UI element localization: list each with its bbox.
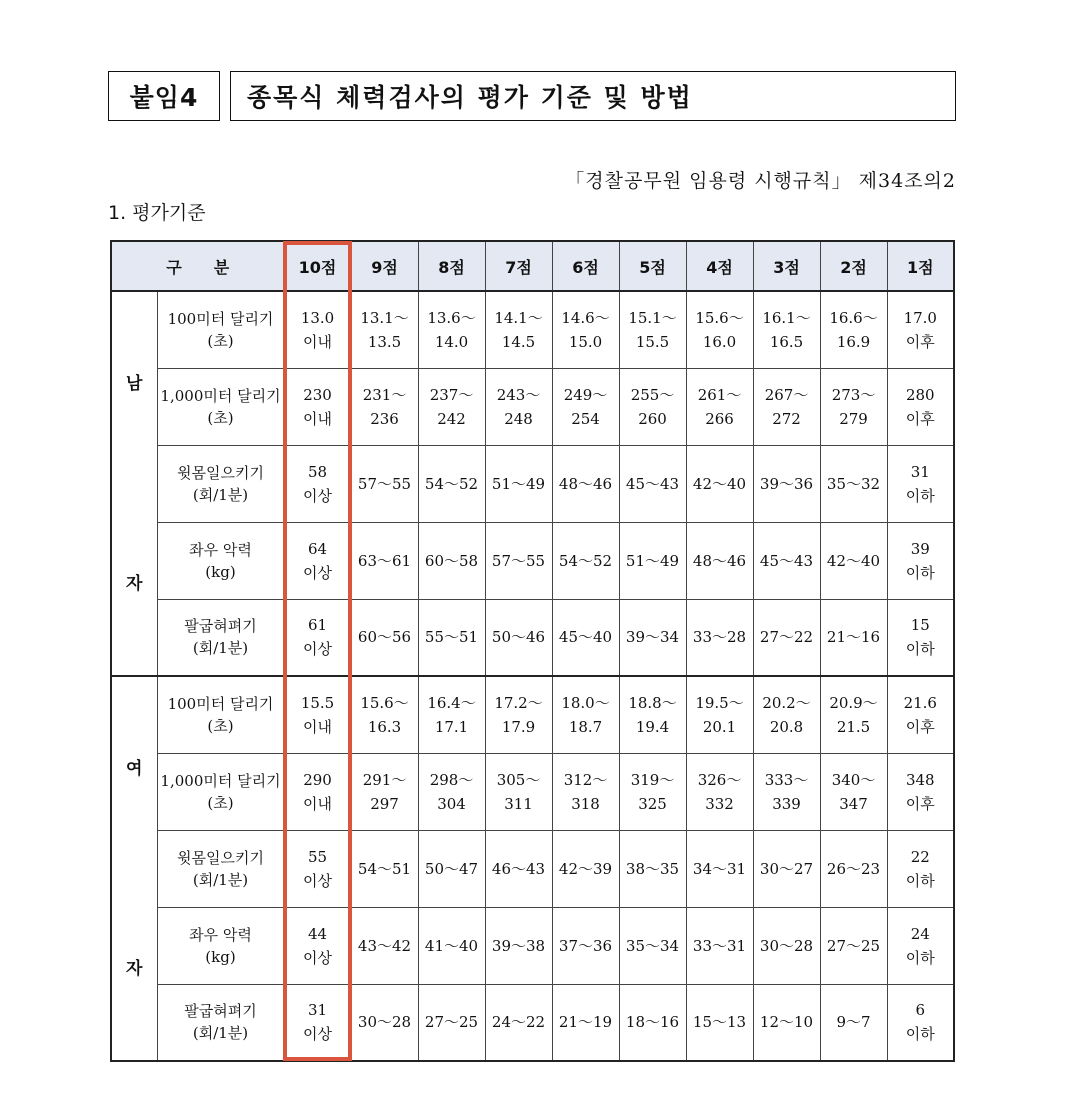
- score-cell: 249～ 254: [552, 368, 619, 445]
- score-header: 6점: [552, 241, 619, 291]
- section-title: 1. 평가기준: [108, 202, 206, 224]
- score-cell: 39 이하: [887, 522, 954, 599]
- score-cell: 31 이상: [284, 984, 351, 1061]
- score-cell: 27～25: [418, 984, 485, 1061]
- score-cell: 16.1～ 16.5: [753, 291, 820, 368]
- score-header: 3점: [753, 241, 820, 291]
- score-cell: 15.1～ 15.5: [619, 291, 686, 368]
- score-cell: 42～39: [552, 830, 619, 907]
- score-header: 4점: [686, 241, 753, 291]
- score-cell: 45～43: [619, 445, 686, 522]
- document-header: [108, 71, 956, 122]
- score-header: 7점: [485, 241, 552, 291]
- score-cell: 33～28: [686, 599, 753, 676]
- score-cell: 319～ 325: [619, 753, 686, 830]
- score-cell: 22 이하: [887, 830, 954, 907]
- event-label: 100미터 달리기 (초): [157, 291, 284, 368]
- event-label: 팔굽혀펴기 (회/1분): [157, 599, 284, 676]
- score-cell: 39～34: [619, 599, 686, 676]
- score-cell: 48～46: [686, 522, 753, 599]
- score-cell: 15.6～ 16.0: [686, 291, 753, 368]
- legal-reference: 「경찰공무원 임용령 시행규칙」 제34조의2: [565, 170, 956, 192]
- score-cell: 14.6～ 15.0: [552, 291, 619, 368]
- score-cell: 39～36: [753, 445, 820, 522]
- score-cell: 6 이하: [887, 984, 954, 1061]
- score-cell: 290 이내: [284, 753, 351, 830]
- table-row: [111, 753, 954, 830]
- score-cell: 243～ 248: [485, 368, 552, 445]
- score-cell: 13.6～ 14.0: [418, 291, 485, 368]
- score-header: 2점: [820, 241, 887, 291]
- score-cell: 261～ 266: [686, 368, 753, 445]
- score-cell: 20.2～ 20.8: [753, 676, 820, 753]
- score-cell: 16.6～ 16.9: [820, 291, 887, 368]
- score-header: 9점: [351, 241, 418, 291]
- score-cell: 50～46: [485, 599, 552, 676]
- score-cell: 305～ 311: [485, 753, 552, 830]
- group-label: 남 자: [111, 291, 157, 676]
- score-cell: 30～27: [753, 830, 820, 907]
- score-cell: 312～ 318: [552, 753, 619, 830]
- event-label: 100미터 달리기 (초): [157, 676, 284, 753]
- score-cell: 9～7: [820, 984, 887, 1061]
- score-cell: 13.1～ 13.5: [351, 291, 418, 368]
- score-cell: 57～55: [485, 522, 552, 599]
- score-header: 10점: [284, 241, 351, 291]
- score-cell: 43～42: [351, 907, 418, 984]
- score-cell: 45～40: [552, 599, 619, 676]
- score-cell: 333～ 339: [753, 753, 820, 830]
- table-row: [111, 907, 954, 984]
- score-cell: 54～52: [552, 522, 619, 599]
- score-cell: 64 이상: [284, 522, 351, 599]
- score-cell: 27～25: [820, 907, 887, 984]
- score-cell: 31 이하: [887, 445, 954, 522]
- score-cell: 61 이상: [284, 599, 351, 676]
- score-cell: 35～32: [820, 445, 887, 522]
- table-row: [111, 676, 954, 753]
- score-cell: 298～ 304: [418, 753, 485, 830]
- score-cell: 15～13: [686, 984, 753, 1061]
- score-cell: 18.8～ 19.4: [619, 676, 686, 753]
- score-cell: 15.6～ 16.3: [351, 676, 418, 753]
- score-cell: 45～43: [753, 522, 820, 599]
- score-cell: 44 이상: [284, 907, 351, 984]
- score-header: 1점: [887, 241, 954, 291]
- score-cell: 24～22: [485, 984, 552, 1061]
- score-cell: 63～61: [351, 522, 418, 599]
- score-cell: 54～51: [351, 830, 418, 907]
- corner-header: 구 분: [111, 241, 284, 291]
- score-cell: 55～51: [418, 599, 485, 676]
- score-cell: 46～43: [485, 830, 552, 907]
- score-cell: 18.0～ 18.7: [552, 676, 619, 753]
- event-label: 좌우 악력 (kg): [157, 522, 284, 599]
- event-label: 1,000미터 달리기 (초): [157, 753, 284, 830]
- score-cell: 42～40: [686, 445, 753, 522]
- score-cell: 26～23: [820, 830, 887, 907]
- score-cell: 33～31: [686, 907, 753, 984]
- score-cell: 30～28: [753, 907, 820, 984]
- score-cell: 14.1～ 14.5: [485, 291, 552, 368]
- table-header-row: [111, 241, 954, 291]
- score-cell: 340～ 347: [820, 753, 887, 830]
- score-cell: 24 이하: [887, 907, 954, 984]
- score-cell: 38～35: [619, 830, 686, 907]
- event-label: 팔굽혀펴기 (회/1분): [157, 984, 284, 1061]
- evaluation-criteria-table: [110, 240, 955, 1062]
- score-cell: 291～ 297: [351, 753, 418, 830]
- score-cell: 51～49: [485, 445, 552, 522]
- score-cell: 58 이상: [284, 445, 351, 522]
- score-cell: 13.0 이내: [284, 291, 351, 368]
- score-cell: 230 이내: [284, 368, 351, 445]
- table-row: [111, 522, 954, 599]
- score-cell: 17.2～ 17.9: [485, 676, 552, 753]
- score-cell: 50～47: [418, 830, 485, 907]
- document-title: 종목식 체력검사의 평가 기준 및 방법: [230, 71, 956, 121]
- event-label: 좌우 악력 (kg): [157, 907, 284, 984]
- score-cell: 21.6 이후: [887, 676, 954, 753]
- score-cell: 255～ 260: [619, 368, 686, 445]
- table-row: [111, 291, 954, 368]
- score-cell: 280 이후: [887, 368, 954, 445]
- table-row: [111, 368, 954, 445]
- attachment-label: 붙임4: [108, 71, 220, 121]
- event-label: 윗몸일으키기 (회/1분): [157, 830, 284, 907]
- score-cell: 37～36: [552, 907, 619, 984]
- score-cell: 39～38: [485, 907, 552, 984]
- score-cell: 60～58: [418, 522, 485, 599]
- table-row: [111, 445, 954, 522]
- score-cell: 21～19: [552, 984, 619, 1061]
- score-cell: 237～ 242: [418, 368, 485, 445]
- score-cell: 42～40: [820, 522, 887, 599]
- score-cell: 30～28: [351, 984, 418, 1061]
- score-cell: 16.4～ 17.1: [418, 676, 485, 753]
- event-label: 1,000미터 달리기 (초): [157, 368, 284, 445]
- score-cell: 273～ 279: [820, 368, 887, 445]
- score-cell: 60～56: [351, 599, 418, 676]
- score-header: 5점: [619, 241, 686, 291]
- score-cell: 48～46: [552, 445, 619, 522]
- score-cell: 348 이후: [887, 753, 954, 830]
- table-row: [111, 984, 954, 1061]
- score-cell: 21～16: [820, 599, 887, 676]
- score-cell: 41～40: [418, 907, 485, 984]
- score-cell: 55 이상: [284, 830, 351, 907]
- score-cell: 18～16: [619, 984, 686, 1061]
- table-body: [111, 291, 954, 1061]
- group-label: 여 자: [111, 676, 157, 1061]
- score-cell: 57～55: [351, 445, 418, 522]
- score-cell: 231～ 236: [351, 368, 418, 445]
- score-cell: 267～ 272: [753, 368, 820, 445]
- score-cell: 51～49: [619, 522, 686, 599]
- score-cell: 27～22: [753, 599, 820, 676]
- score-cell: 15.5 이내: [284, 676, 351, 753]
- score-cell: 326～ 332: [686, 753, 753, 830]
- score-cell: 35～34: [619, 907, 686, 984]
- score-cell: 54～52: [418, 445, 485, 522]
- score-cell: 12～10: [753, 984, 820, 1061]
- table-row: [111, 599, 954, 676]
- score-cell: 20.9～ 21.5: [820, 676, 887, 753]
- score-cell: 34～31: [686, 830, 753, 907]
- score-cell: 17.0 이후: [887, 291, 954, 368]
- score-cell: 19.5～ 20.1: [686, 676, 753, 753]
- score-cell: 15 이하: [887, 599, 954, 676]
- score-header: 8점: [418, 241, 485, 291]
- event-label: 윗몸일으키기 (회/1분): [157, 445, 284, 522]
- table-row: [111, 830, 954, 907]
